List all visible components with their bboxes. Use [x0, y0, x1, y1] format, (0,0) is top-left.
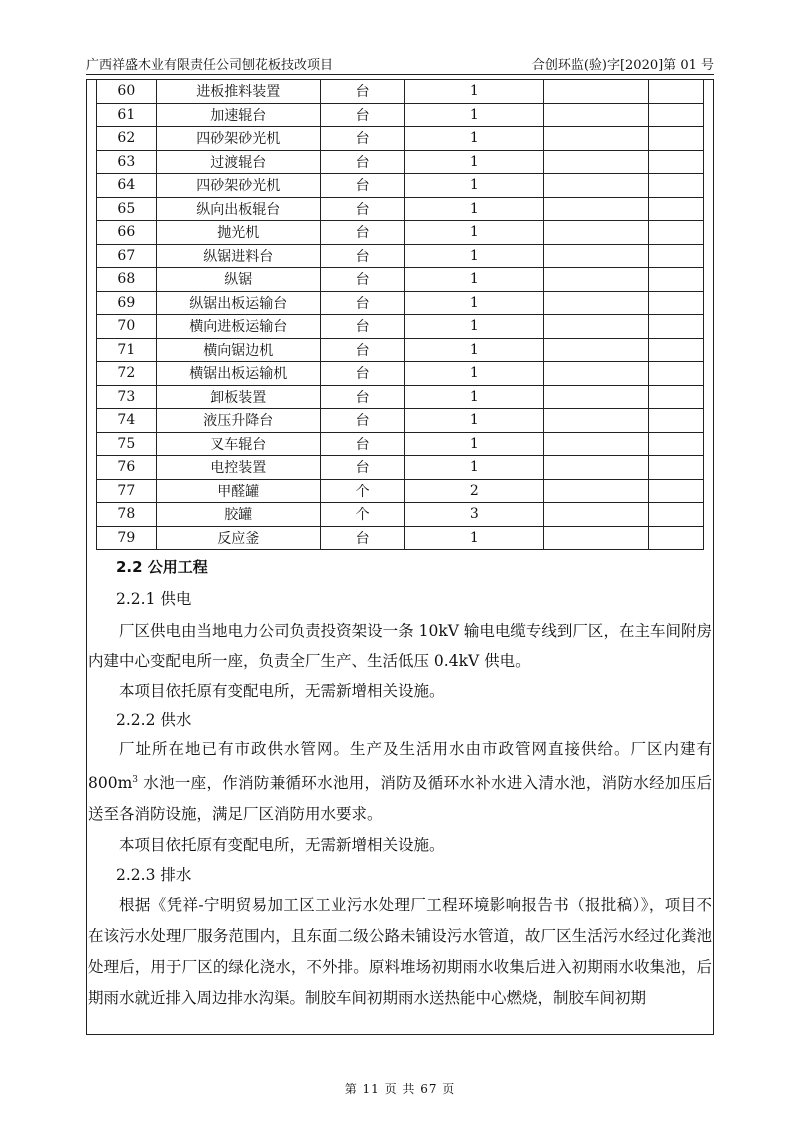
unit-cell: 台	[320, 268, 405, 292]
table-row	[97, 80, 704, 104]
equipment-name-cell: 甲醛罐	[156, 479, 320, 503]
unit-cell: 台	[320, 432, 405, 456]
empty-cell	[544, 526, 648, 550]
page-header	[86, 50, 714, 72]
header-document-number: 合创环监(验)字[2020]第 01 号	[531, 58, 714, 73]
empty-cell	[648, 432, 703, 456]
equipment-name-cell: 胶罐	[156, 503, 320, 527]
unit-cell: 台	[320, 338, 405, 362]
unit-cell: 台	[320, 197, 405, 221]
row-number-cell: 77	[97, 479, 157, 503]
empty-cell	[648, 80, 703, 104]
equipment-name-cell: 液压升降台	[156, 409, 320, 433]
row-number-cell: 64	[97, 174, 157, 198]
row-number-cell: 62	[97, 127, 157, 151]
power-paragraph-1: 厂区供电由当地电力公司负责投资架设一条 10kV 输电电缆专线到厂区，在主车间附房内建中心变配电所一座，负责全厂生产、生活低压 0.4kV 供电。	[88, 622, 712, 670]
section-title: 2.2 公用工程	[116, 558, 208, 576]
empty-cell	[544, 268, 648, 292]
empty-cell	[648, 291, 703, 315]
equipment-name-cell: 电控装置	[156, 456, 320, 480]
empty-cell	[544, 479, 648, 503]
unit-cell: 台	[320, 221, 405, 245]
empty-cell	[648, 150, 703, 174]
unit-cell: 台	[320, 174, 405, 198]
row-number-cell: 73	[97, 385, 157, 409]
row-number-cell: 66	[97, 221, 157, 245]
quantity-cell: 1	[405, 315, 544, 339]
empty-cell	[544, 362, 648, 386]
unit-cell: 个	[320, 479, 405, 503]
equipment-name-cell: 过渡辊台	[156, 150, 320, 174]
empty-cell	[648, 456, 703, 480]
table-row	[97, 479, 704, 503]
row-number-cell: 74	[97, 409, 157, 433]
empty-cell	[544, 174, 648, 198]
row-number-cell: 68	[97, 268, 157, 292]
table-row	[97, 291, 704, 315]
empty-cell	[648, 268, 703, 292]
subsection-water-title: 2.2.2 供水	[116, 711, 192, 729]
empty-cell	[544, 291, 648, 315]
quantity-cell: 1	[405, 456, 544, 480]
header-rule	[86, 74, 714, 75]
row-number-cell: 67	[97, 244, 157, 268]
empty-cell	[648, 221, 703, 245]
quantity-cell: 1	[405, 127, 544, 151]
water-paragraph-1	[86, 734, 714, 830]
subsection-drainage-title: 2.2.3 排水	[116, 866, 192, 885]
unit-cell: 台	[320, 127, 405, 151]
equipment-name-cell: 加速辊台	[156, 103, 320, 127]
table-row	[97, 103, 704, 127]
quantity-cell: 1	[405, 409, 544, 433]
empty-cell	[648, 385, 703, 409]
equipment-name-cell: 反应釜	[156, 526, 320, 550]
row-number-cell: 78	[97, 503, 157, 527]
quantity-cell: 1	[405, 244, 544, 268]
empty-cell	[544, 244, 648, 268]
row-number-cell: 69	[97, 291, 157, 315]
empty-cell	[544, 503, 648, 527]
unit-cell: 台	[320, 150, 405, 174]
unit-cell: 台	[320, 291, 405, 315]
table-row	[97, 456, 704, 480]
quantity-cell: 2	[405, 479, 544, 503]
subsection-power-title: 2.2.1 供电	[116, 590, 192, 608]
empty-cell	[544, 103, 648, 127]
quantity-cell: 1	[405, 526, 544, 550]
equipment-name-cell: 纵锯进料台	[156, 244, 320, 268]
power-paragraph-2: 本项目依托原有变配电所，无需新增相关设施。	[119, 682, 445, 700]
empty-cell	[544, 456, 648, 480]
empty-cell	[544, 409, 648, 433]
empty-cell	[648, 409, 703, 433]
unit-cell: 台	[320, 80, 405, 104]
quantity-cell: 1	[405, 80, 544, 104]
empty-cell	[544, 432, 648, 456]
water-paragraph-2: 本项目依托原有变配电所，无需新增相关设施。	[119, 836, 445, 855]
table-row	[97, 362, 704, 386]
unit-cell: 台	[320, 244, 405, 268]
table-row	[97, 338, 704, 362]
row-number-cell: 70	[97, 315, 157, 339]
water-superscript: 3	[132, 775, 139, 785]
unit-cell: 台	[320, 362, 405, 386]
quantity-cell: 1	[405, 268, 544, 292]
empty-cell	[648, 503, 703, 527]
equipment-name-cell: 抛光机	[156, 221, 320, 245]
quantity-cell: 1	[405, 197, 544, 221]
water-text-a: 厂址所在地已有市政供水管网。生产及生活用水由市政管网直接供给。厂区内建有800m	[88, 740, 712, 793]
table-row	[97, 174, 704, 198]
row-number-cell: 72	[97, 362, 157, 386]
row-number-cell: 76	[97, 456, 157, 480]
row-number-cell: 61	[97, 103, 157, 127]
empty-cell	[648, 197, 703, 221]
table-row	[97, 150, 704, 174]
equipment-name-cell: 四砂架砂光机	[156, 174, 320, 198]
quantity-cell: 1	[405, 291, 544, 315]
table-row	[97, 197, 704, 221]
equipment-name-cell: 纵向出板辊台	[156, 197, 320, 221]
empty-cell	[648, 526, 703, 550]
quantity-cell: 1	[405, 103, 544, 127]
row-number-cell: 75	[97, 432, 157, 456]
unit-cell: 台	[320, 103, 405, 127]
quantity-cell: 1	[405, 362, 544, 386]
row-number-cell: 71	[97, 338, 157, 362]
table-row	[97, 432, 704, 456]
empty-cell	[648, 127, 703, 151]
empty-cell	[544, 315, 648, 339]
equipment-name-cell: 叉车辊台	[156, 432, 320, 456]
empty-cell	[544, 221, 648, 245]
row-number-cell: 63	[97, 150, 157, 174]
empty-cell	[648, 315, 703, 339]
empty-cell	[648, 174, 703, 198]
unit-cell: 台	[320, 526, 405, 550]
quantity-cell: 3	[405, 503, 544, 527]
quantity-cell: 1	[405, 385, 544, 409]
equipment-name-cell: 四砂架砂光机	[156, 127, 320, 151]
water-text-b: 水池一座，作消防兼循环水池用，消防及循环水补水进入清水池，消防水经加压后送至各消防设施，满足厂区消防用水要求。	[88, 774, 712, 824]
unit-cell: 台	[320, 385, 405, 409]
empty-cell	[544, 338, 648, 362]
equipment-name-cell: 纵锯出板运输台	[156, 291, 320, 315]
equipment-name-cell: 横向进板运输台	[156, 315, 320, 339]
table-row	[97, 268, 704, 292]
quantity-cell: 1	[405, 338, 544, 362]
quantity-cell: 1	[405, 174, 544, 198]
drainage-paragraph-1: 根据《凭祥-宁明贸易加工区工业污水处理厂工程环境影响报告书（报批稿）》，项目不在该污水处理厂服务范围内，且东面二级公路未铺设污水管道，故厂区生活污水经过化粪池处理后，用于厂区的绿化浇水，不外排。原料堆场初期雨水收集后进入初期雨水收集池，后期雨水就近排入周边排水沟渠。制胶车间初期雨水送热能中心燃烧，制胶车间初期	[88, 896, 712, 1008]
table-row	[97, 409, 704, 433]
quantity-cell: 1	[405, 221, 544, 245]
equipment-name-cell: 横锯出板运输机	[156, 362, 320, 386]
quantity-cell: 1	[405, 432, 544, 456]
table-row	[97, 315, 704, 339]
table-row	[97, 221, 704, 245]
table-row	[97, 385, 704, 409]
table-row	[97, 244, 704, 268]
quantity-cell: 1	[405, 150, 544, 174]
empty-cell	[648, 479, 703, 503]
row-number-cell: 65	[97, 197, 157, 221]
table-row	[97, 127, 704, 151]
equipment-name-cell: 进板推料装置	[156, 80, 320, 104]
row-number-cell: 79	[97, 526, 157, 550]
equipment-name-cell: 纵锯	[156, 268, 320, 292]
empty-cell	[544, 150, 648, 174]
table-row	[97, 503, 704, 527]
table-row	[97, 526, 704, 550]
row-number-cell: 60	[97, 80, 157, 104]
unit-cell: 台	[320, 315, 405, 339]
section-body	[86, 552, 714, 1014]
header-project-title: 广西祥盛木业有限责任公司刨花板技改项目	[86, 58, 334, 73]
empty-cell	[648, 103, 703, 127]
unit-cell: 个	[320, 503, 405, 527]
empty-cell	[648, 244, 703, 268]
unit-cell: 台	[320, 409, 405, 433]
empty-cell	[648, 338, 703, 362]
equipment-name-cell: 横向锯边机	[156, 338, 320, 362]
empty-cell	[544, 80, 648, 104]
empty-cell	[544, 385, 648, 409]
empty-cell	[544, 127, 648, 151]
empty-cell	[544, 197, 648, 221]
empty-cell	[648, 362, 703, 386]
page-footer: 第 11 页 共 67 页	[344, 1082, 456, 1096]
equipment-name-cell: 卸板装置	[156, 385, 320, 409]
equipment-table	[96, 79, 704, 550]
unit-cell: 台	[320, 456, 405, 480]
